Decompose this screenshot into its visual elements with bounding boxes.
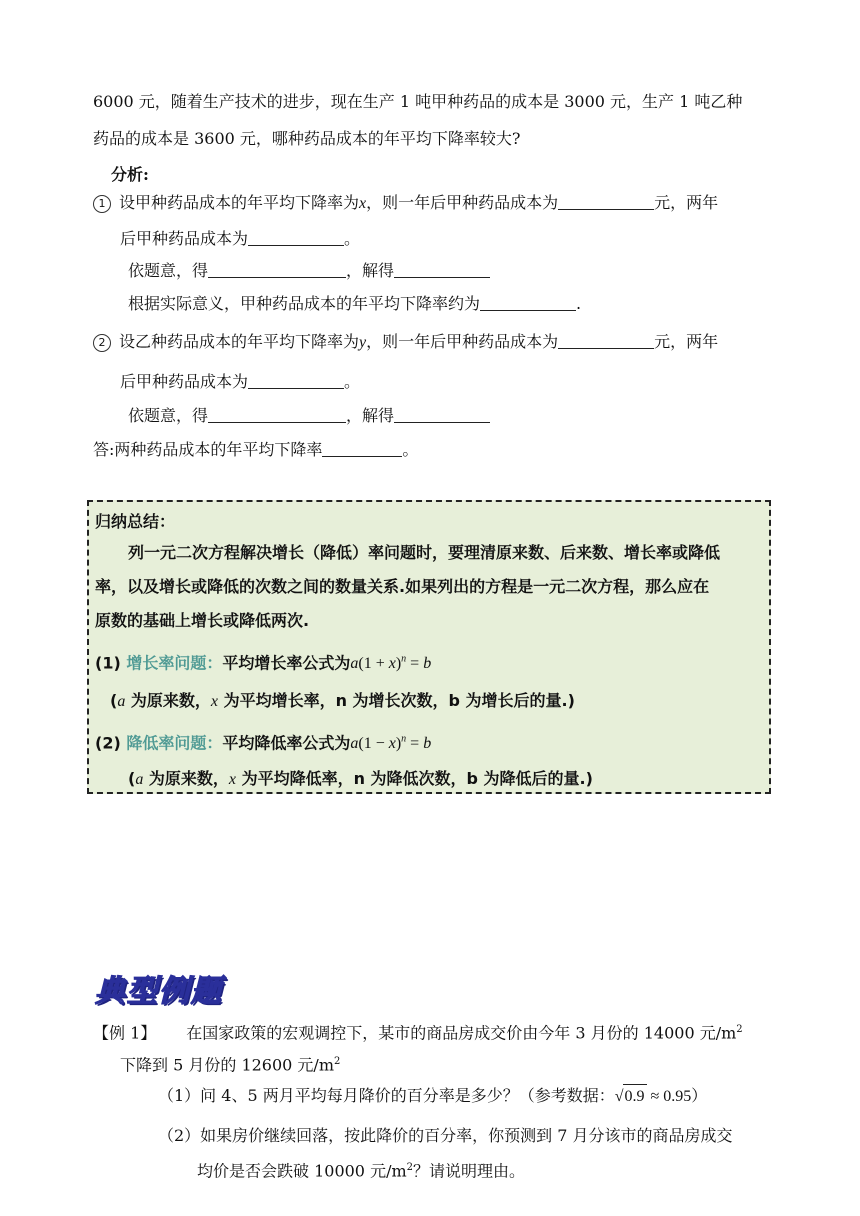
- example-1-line-1: 【例 1】 在国家政策的宏观调控下，某市的商品房成交价由今年 3 月份的 14000 元$/m^2$: [93, 1023, 743, 1043]
- example-1-line-2: 下降到 5 月份的 12600 元$/m^2$: [120, 1055, 341, 1075]
- answer-blank[interactable]: [322, 440, 402, 457]
- summary-item-2: (2) 降低率问题：平均降低率公式为$a(1 - x)^n = b$: [95, 733, 432, 753]
- summary-item-2-note: (a 为原来数，x 为平均降低率，n 为降低次数，b 为降低后的量.): [128, 769, 593, 788]
- step-number-2: 2: [93, 334, 111, 352]
- solution-blank[interactable]: [394, 261, 490, 278]
- answer-blank[interactable]: [248, 229, 344, 246]
- summary-item-1-note: (a 为原来数，x 为平均增长率，n 为增长次数，b 为增长后的量.): [110, 691, 575, 710]
- summary-item-1: (1) 增长率问题：平均增长率公式为$a(1 + x)^n = b$: [95, 653, 432, 673]
- summary-para-3: 原数的基础上增长或降低两次.: [95, 611, 310, 630]
- summary-para-1: 列一元二次方程解决增长（降低）率问题时，要理清原来数、后来数、增长率或降低: [128, 543, 721, 562]
- example-label: 【例 1】: [93, 1023, 157, 1043]
- equation-blank[interactable]: [208, 406, 346, 423]
- analysis-step-1-conclusion: 根据实际意义，甲种药品成本的年平均下降率约为 .: [128, 294, 582, 313]
- analysis-answer: 答:两种药品成本的年平均下降率 。: [93, 440, 419, 459]
- example-1-question-1: （1）问 4、5 两月平均每月降价的百分率是多少？（参考数据：√0.9 ≈ 0.95）: [158, 1084, 707, 1109]
- summary-title: 归纳总结：: [95, 512, 176, 531]
- analysis-step-2-equation: 依题意，得 ，解得: [128, 404, 490, 428]
- analysis-step-2: 2 设乙种药品成本的年平均下降率为y，则一年后甲种药品成本为 元，两年: [93, 330, 718, 355]
- rate-blank[interactable]: [480, 294, 576, 311]
- analysis-step-1-cont: 后甲种药品成本为 。: [120, 229, 361, 248]
- analysis-step-2-cont: 后甲种药品成本为 。: [120, 372, 361, 391]
- growth-formula: $a(1 + x)^n = b$: [350, 654, 432, 673]
- example-1-question-2-cont: 均价是否会跌破 10000 元$/m^2$？请说明理由。: [197, 1161, 526, 1181]
- growth-rate-label: 增长率问题：: [126, 653, 223, 673]
- answer-blank[interactable]: [558, 193, 654, 210]
- equation-blank[interactable]: [208, 261, 346, 278]
- summary-para-2: 率，以及增长或降低的次数之间的数量关系.如果列出的方程是一元二次方程，那么应在: [95, 577, 710, 596]
- example-1-question-2: （2）如果房价继续回落，按此降价的百分率，你预测到 7 月分该市的商品房成交: [158, 1126, 733, 1145]
- analysis-step-1: 1 设甲种药品成本的年平均下降率为x，则一年后甲种药品成本为 元，两年: [93, 191, 718, 216]
- section-title-typical-examples: 典型例题: [95, 974, 223, 1009]
- answer-blank[interactable]: [248, 372, 344, 389]
- step-number-1: 1: [93, 195, 111, 213]
- decline-formula: $a(1 - x)^n = b$: [350, 734, 432, 753]
- problem-line-1: 6000 元，随着生产技术的进步，现在生产 1 吨甲种药品的成本是 3000 元，生产 1 吨乙种: [93, 92, 743, 111]
- analysis-step-1-equation: 依题意，得 ，解得: [128, 259, 490, 283]
- solution-blank[interactable]: [394, 406, 490, 423]
- sqrt-reference: √0.9 ≈ 0.95: [615, 1088, 692, 1105]
- problem-line-2: 药品的成本是 3600 元，哪种药品成本的年平均下降率较大?: [93, 129, 521, 148]
- answer-blank[interactable]: [558, 332, 654, 349]
- decline-rate-label: 降低率问题：: [126, 733, 223, 753]
- analysis-label: 分析:: [111, 165, 149, 184]
